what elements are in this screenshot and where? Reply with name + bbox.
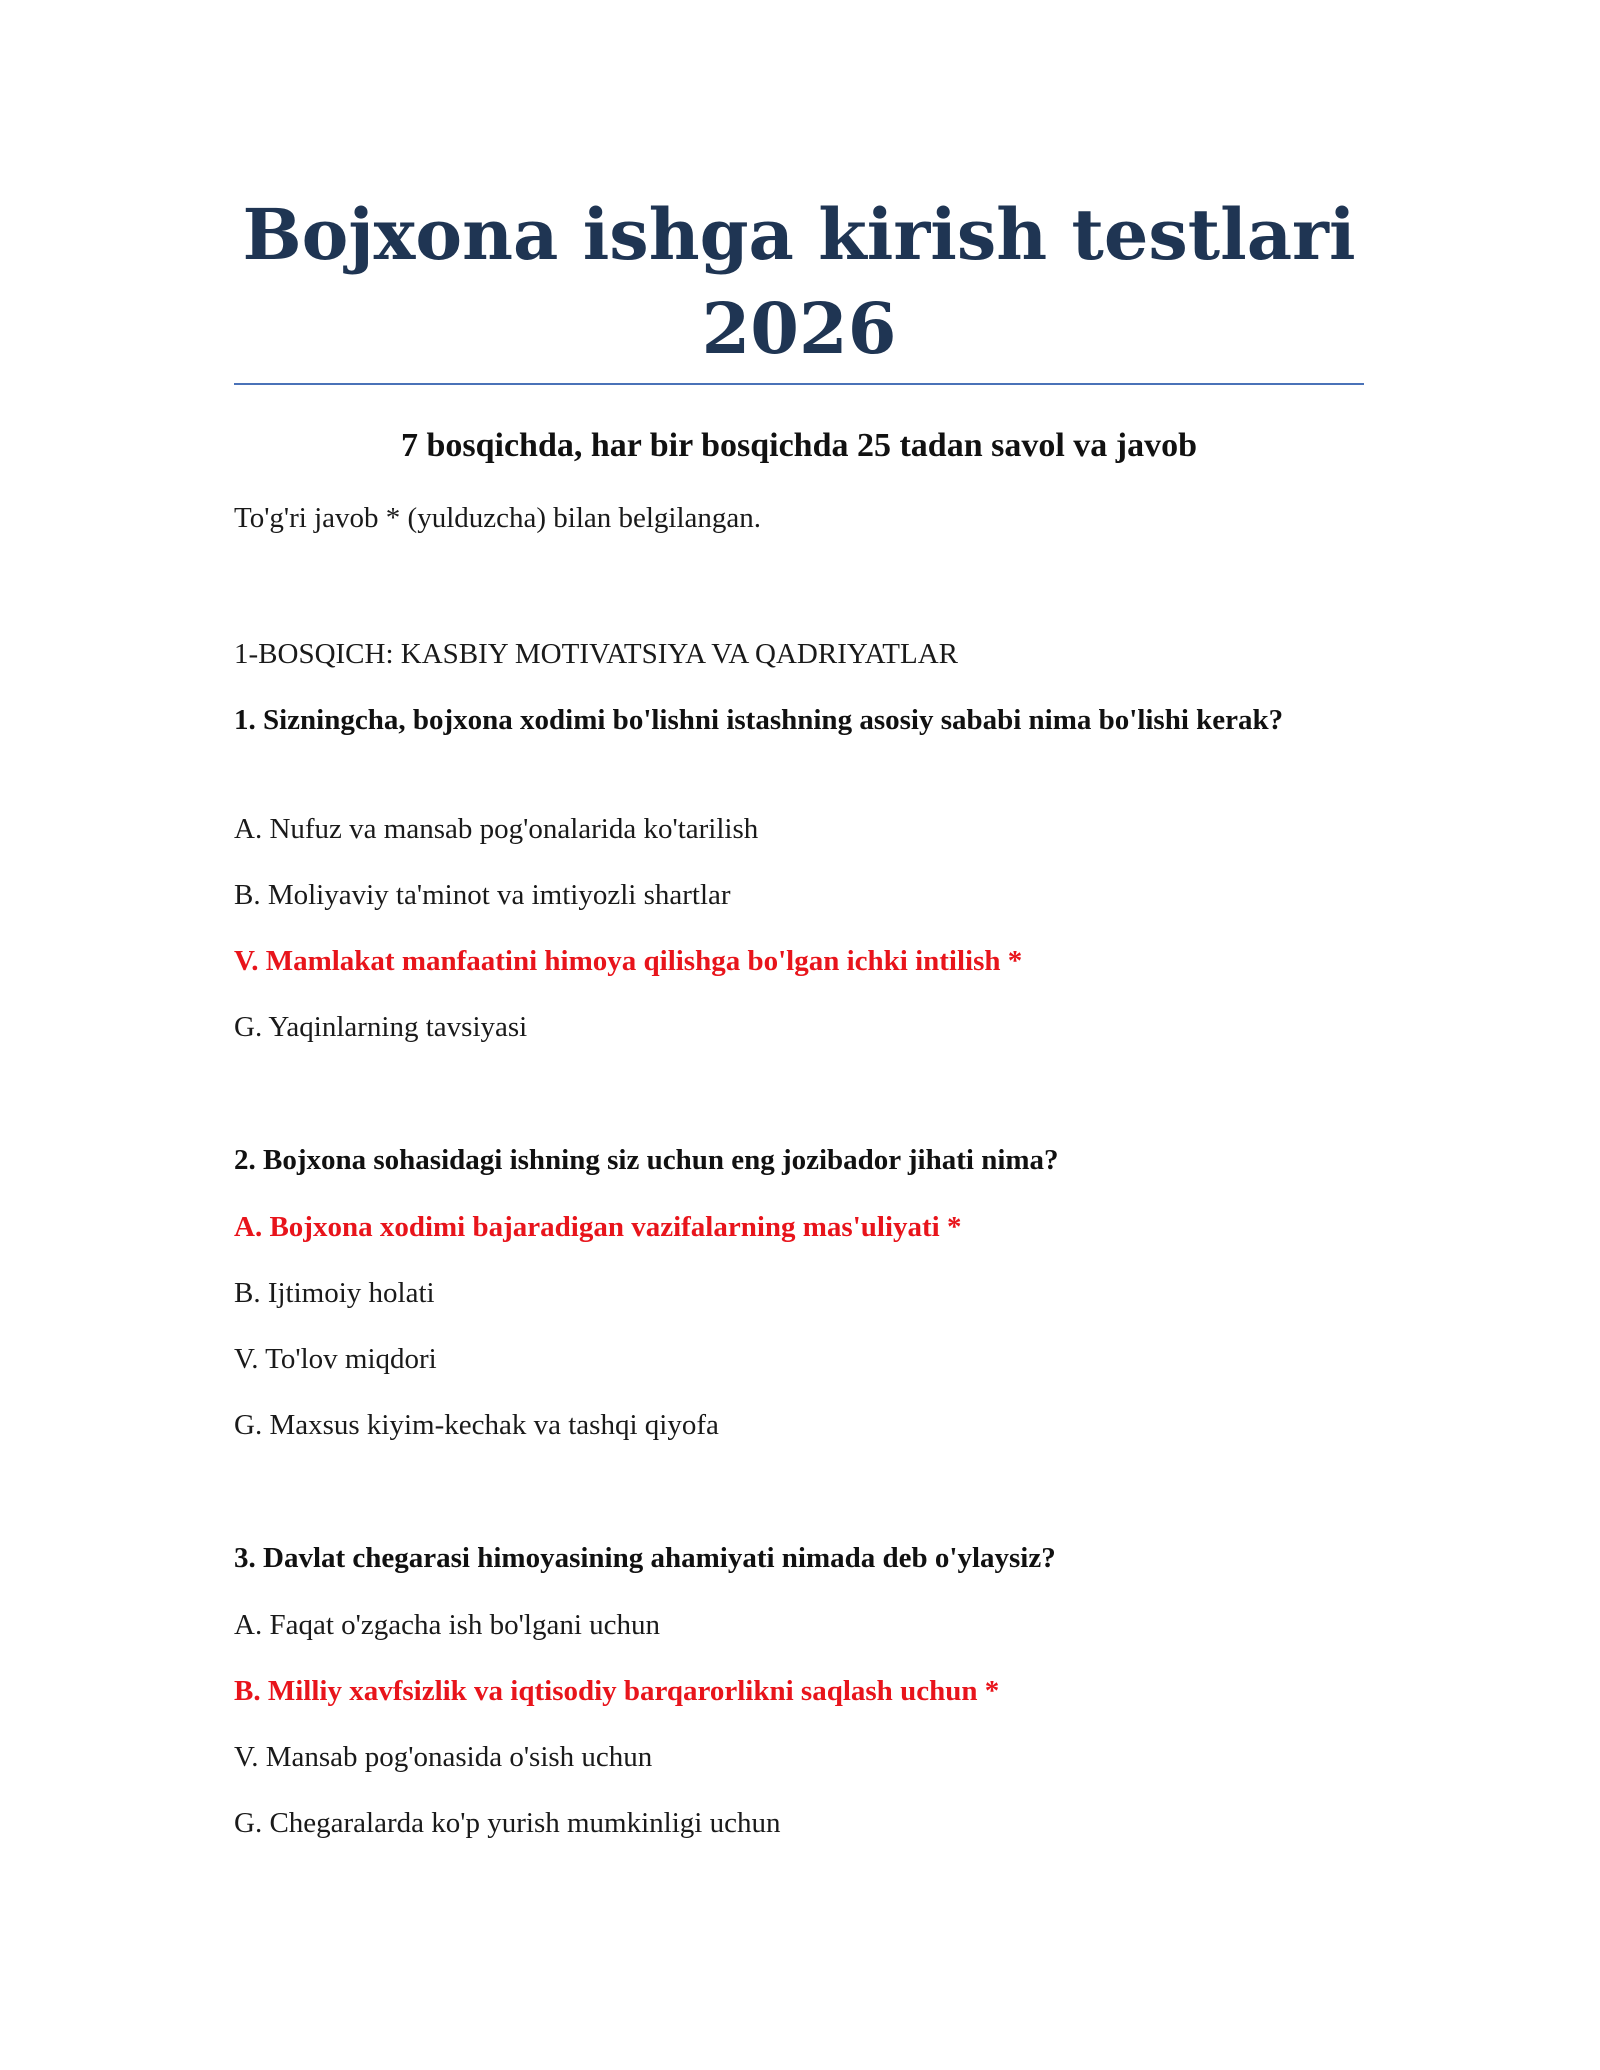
title-line-1: Bojxona ishga kirish testlari: [242, 193, 1356, 276]
question-1-text: 1. Sizningcha, bojxona xodimi bo'lishni istashning asosiy sababi nima bo'lishi kerak?: [234, 704, 1284, 736]
question-3-option-g: G. Chegaralarda ko'p yurish mumkinligi uchun: [234, 1807, 781, 1839]
question-2-option-v: V. To'lov miqdori: [234, 1343, 437, 1375]
intro-note: To'g'ri javob * (yulduzcha) bilan belgilangan.: [234, 502, 762, 534]
title-divider: [234, 383, 1364, 385]
document-title: [234, 188, 1364, 376]
document-subtitle: 7 bosqichda, har bir bosqichda 25 tadan savol va javob: [400, 427, 1198, 464]
section-heading: 1-BOSQICH: KASBIY MOTIVATSIYA VA QADRIYATLAR: [234, 638, 959, 670]
question-2-option-a: A. Bojxona xodimi bajaradigan vazifalarning mas'uliyati *: [234, 1211, 962, 1243]
question-3-text: 3. Davlat chegarasi himoyasining ahamiyati nimada deb o'ylaysiz?: [234, 1542, 1056, 1574]
question-3-option-v: V. Mansab pog'onasida o'sish uchun: [234, 1741, 653, 1773]
question-3-option-a: A. Faqat o'zgacha ish bo'lgani uchun: [234, 1609, 661, 1641]
question-3-option-b: B. Milliy xavfsizlik va iqtisodiy barqarorlikni saqlash uchun *: [234, 1675, 1000, 1707]
title-line-2: 2026: [701, 287, 897, 370]
question-2-option-b: B. Ijtimoiy holati: [234, 1277, 435, 1309]
question-1-option-a: A. Nufuz va mansab pog'onalarida ko'tarilish: [234, 813, 759, 845]
question-2-option-g: G. Maxsus kiyim-kechak va tashqi qiyofa: [234, 1409, 719, 1441]
question-1-option-g: G. Yaqinlarning tavsiyasi: [234, 1011, 528, 1043]
question-1-option-v: V. Mamlakat manfaatini himoya qilishga bo'lgan ichki intilish *: [234, 945, 1023, 977]
question-1-option-b: B. Moliyaviy ta'minot va imtiyozli shartlar: [234, 879, 731, 911]
question-2-text: 2. Bojxona sohasidagi ishning siz uchun eng jozibador jihati nima?: [234, 1144, 1059, 1176]
